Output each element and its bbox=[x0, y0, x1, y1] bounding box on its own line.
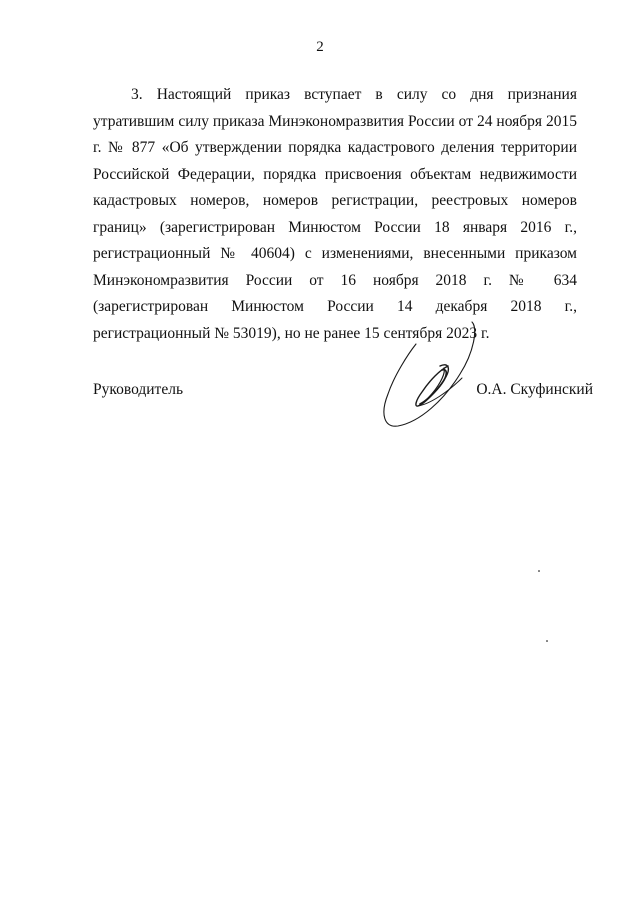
scan-speck bbox=[546, 640, 548, 642]
page-number: 2 bbox=[316, 39, 324, 55]
order-paragraph-3: 3. Настоящий приказ вступает в силу со дня признания утратившим силу приказа Минэкономразвития России от 24 ноября 2015 г. № 877 «Об утверждении порядка кадастрового деления территории Российской Федерации, порядка присвоения объектам недвижимости кадастровых номеров, номеров регистрации, реестровых номеров границ» (зарегистрирован Минюстом России 18 января 2016 г., регистрационный № 40604) с изменениями, внесенными приказом Минэкономразвития России от 16 ноября 2018 г. № 634 (зарегистрирован Минюстом России 14 декабря 2018 г., регистрационный № 53019), но не ранее 15 сентября 2023 г. bbox=[93, 86, 577, 342]
signer-name: О.А. Скуфинский bbox=[476, 381, 593, 398]
scan-speck bbox=[538, 570, 540, 572]
position-title: Руководитель bbox=[93, 381, 184, 398]
handwritten-signature bbox=[378, 318, 482, 430]
signature-block bbox=[93, 377, 593, 407]
